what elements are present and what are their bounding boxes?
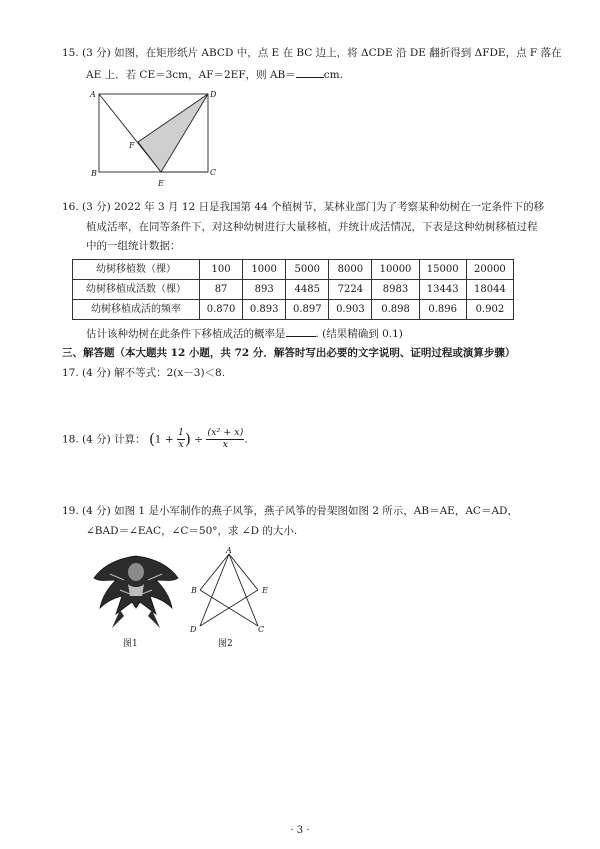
swallow-kite-figure (90, 550, 182, 632)
table-cell: 幼树移植数（棵） (73, 260, 200, 280)
label-e: E (158, 179, 164, 188)
q18-frac2-denominator: x (222, 438, 229, 450)
q18-end: . (244, 433, 248, 446)
q16-line3: 中的一组统计数据： (86, 240, 181, 252)
table-cell: 7224 (329, 280, 372, 300)
label-f: F (129, 141, 135, 150)
kite-head (128, 563, 144, 581)
table-cell: 1000 (243, 260, 286, 280)
q16-answer-blank (286, 326, 316, 337)
table-row (73, 280, 514, 300)
q15-line1: 15. (3 分) 如图，在矩形纸片 ABCD 中，点 E 在 BC 边上，将 ΔCDE 沿 DE 翻折得到 ΔFDE，点 F 落在 (62, 47, 562, 59)
right-paren: ) (185, 430, 191, 449)
table-cell: 0.870 (200, 300, 243, 320)
table-cell: 8000 (329, 260, 372, 280)
fig2-label-c: C (258, 625, 265, 634)
figure-1-caption: 图1 (123, 639, 138, 649)
q16-after-post: . (结果精确到 0.1) (315, 328, 403, 340)
label-c: C (210, 168, 217, 177)
label-a: A (90, 90, 96, 99)
q18-fraction-2 (206, 428, 244, 451)
segment-ad (200, 554, 229, 626)
q18-one-plus: 1 + (154, 433, 174, 446)
q16-after-pre: 估计该种幼树在此条件下移植成活的概率是 (86, 328, 286, 340)
q19-line1: 19. (4 分) 如图 1 是小军制作的燕子风筝，燕子风筝的骨架图如图 2 所示，AB＝AE，AC＝AD， (62, 505, 518, 517)
table-cell: 0.893 (243, 300, 286, 320)
q16-line2: 植成活率，在同等条件下，对这种幼树进行大量移植，并统计成活情况，下表是这种幼树移植过程 (86, 221, 538, 233)
left-paren: ( (148, 430, 155, 449)
table-cell: 0.898 (372, 300, 419, 320)
q17-text: 17. (4 分) 解不等式：2(x－3)＜8. (62, 367, 226, 379)
page-number: · 3 · (290, 825, 310, 836)
section-3-heading: 三、解答题（本大题共 12 小题，共 72 分．解答时写出必要的文字说明、证明过程或演算步骤） (62, 347, 516, 359)
table-cell: 幼树移植成活数（棵） (73, 280, 200, 300)
label-b: B (91, 169, 97, 178)
table-cell: 0.896 (419, 300, 466, 320)
table-cell: 20000 (466, 260, 513, 280)
table-cell: 4485 (286, 280, 329, 300)
fig2-label-d: D (190, 625, 197, 634)
q18-fraction-1 (177, 428, 185, 451)
table-row (73, 300, 514, 320)
q15-answer-blank (296, 67, 324, 78)
table-cell: 10000 (372, 260, 419, 280)
q18-divide: ÷ (194, 433, 204, 446)
table-cell: 87 (200, 280, 243, 300)
q16-line1: 16. (3 分) 2022 年 3 月 12 日是我国第 44 个植树节，某林业部门为了考察某种幼树在一定条件下的移 (62, 201, 545, 213)
table-cell: 0.903 (329, 300, 372, 320)
table-cell: 0.897 (286, 300, 329, 320)
table-cell: 8983 (372, 280, 419, 300)
fig2-label-b: B (191, 586, 197, 595)
table-cell: 13443 (419, 280, 466, 300)
table-cell: 5000 (286, 260, 329, 280)
q18-frac2-numerator: (x² + x) (207, 427, 244, 438)
segment-ae (229, 554, 258, 590)
q15-figure (90, 88, 215, 188)
kite-tails (112, 610, 160, 628)
q18-frac1-numerator: 1 (177, 427, 185, 438)
q18-expression (62, 428, 248, 451)
fig2-label-e: E (262, 586, 268, 595)
q15-line2-pre: AE 上．若 CE＝3cm，AF＝2EF，则 AB＝ (86, 69, 296, 81)
table-row (73, 260, 514, 280)
segment-ab (200, 554, 229, 590)
table-cell: 18044 (466, 280, 513, 300)
q18-prefix: 18. (4 分) 计算： (62, 433, 146, 446)
segment-ac (229, 554, 258, 626)
table-cell: 100 (200, 260, 243, 280)
table-cell: 幼树移植成活的频率 (73, 300, 200, 320)
q15-line2-post: cm. (323, 69, 343, 81)
label-d: D (210, 90, 217, 99)
q15-line2 (86, 67, 343, 84)
figure-2-caption: 图2 (218, 639, 233, 649)
table-cell: 893 (243, 280, 286, 300)
q18-frac1-denominator: x (178, 438, 184, 450)
q16-after (86, 326, 403, 343)
table-cell: 0.902 (466, 300, 513, 320)
table-cell: 15000 (419, 260, 466, 280)
q19-line2: ∠BAD＝∠EAC，∠C＝50°，求 ∠D 的大小. (86, 525, 298, 537)
fig2-label-a: A (226, 546, 232, 555)
triangle-fde (138, 94, 208, 172)
q16-data-table (72, 259, 514, 320)
